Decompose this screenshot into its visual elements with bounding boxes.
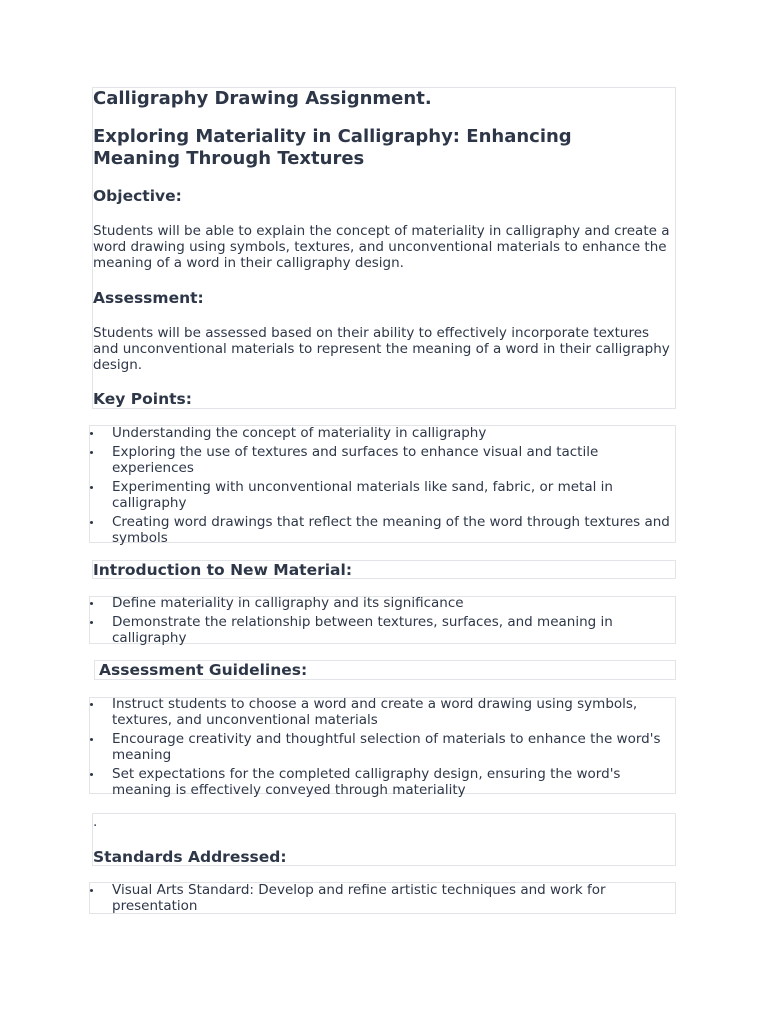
document-title: Calligraphy Drawing Assignment. <box>93 88 432 109</box>
standards-heading: Standards Addressed: <box>93 848 287 866</box>
list-item: Creating word drawings that reflect the meaning of the word through textures and symbols <box>87 514 672 546</box>
intro-material-list <box>87 595 672 649</box>
list-item: Experimenting with unconventional materials like sand, fabric, or metal in calligraphy <box>87 479 672 511</box>
standards-list <box>87 882 672 917</box>
assessment-text: Students will be assessed based on their ability to effectively incorporate textures and unconventional materials to represent the meaning of a word in their calligraphy design. <box>93 325 670 373</box>
list-item: Visual Arts Standard: Develop and refine artistic techniques and work for presentation <box>87 882 672 914</box>
list-item: Define materiality in calligraphy and its significance <box>87 595 672 611</box>
assessment-guidelines-heading: Assessment Guidelines: <box>99 661 308 679</box>
objective-text: Students will be able to explain the concept of materiality in calligraphy and create a word drawing using symbols, textures, and unconventional materials to enhance the meaning of a word in their calligraphy design. <box>93 223 670 271</box>
assessment-guidelines-list <box>87 696 672 801</box>
intro-material-heading: Introduction to New Material: <box>93 561 353 579</box>
objective-heading: Objective: <box>93 187 182 205</box>
list-item: Exploring the use of textures and surfaces to enhance visual and tactile experiences <box>87 444 672 476</box>
list-item: Understanding the concept of materiality in calligraphy <box>87 425 672 441</box>
document-subtitle: Exploring Materiality in Calligraphy: Enhancing Meaning Through Textures <box>93 126 572 169</box>
list-item: Set expectations for the completed calligraphy design, ensuring the word's meaning is effectively conveyed through materiality <box>87 766 672 798</box>
key-points-list <box>87 425 672 549</box>
list-item: Encourage creativity and thoughtful selection of materials to enhance the word's meaning <box>87 731 672 763</box>
key-points-heading: Key Points: <box>93 390 192 408</box>
list-item: Instruct students to choose a word and create a word drawing using symbols, textures, and unconventional materials <box>87 696 672 728</box>
assessment-heading: Assessment: <box>93 289 204 307</box>
separator-dot: . <box>93 814 98 830</box>
list-item: Demonstrate the relationship between textures, surfaces, and meaning in calligraphy <box>87 614 672 646</box>
